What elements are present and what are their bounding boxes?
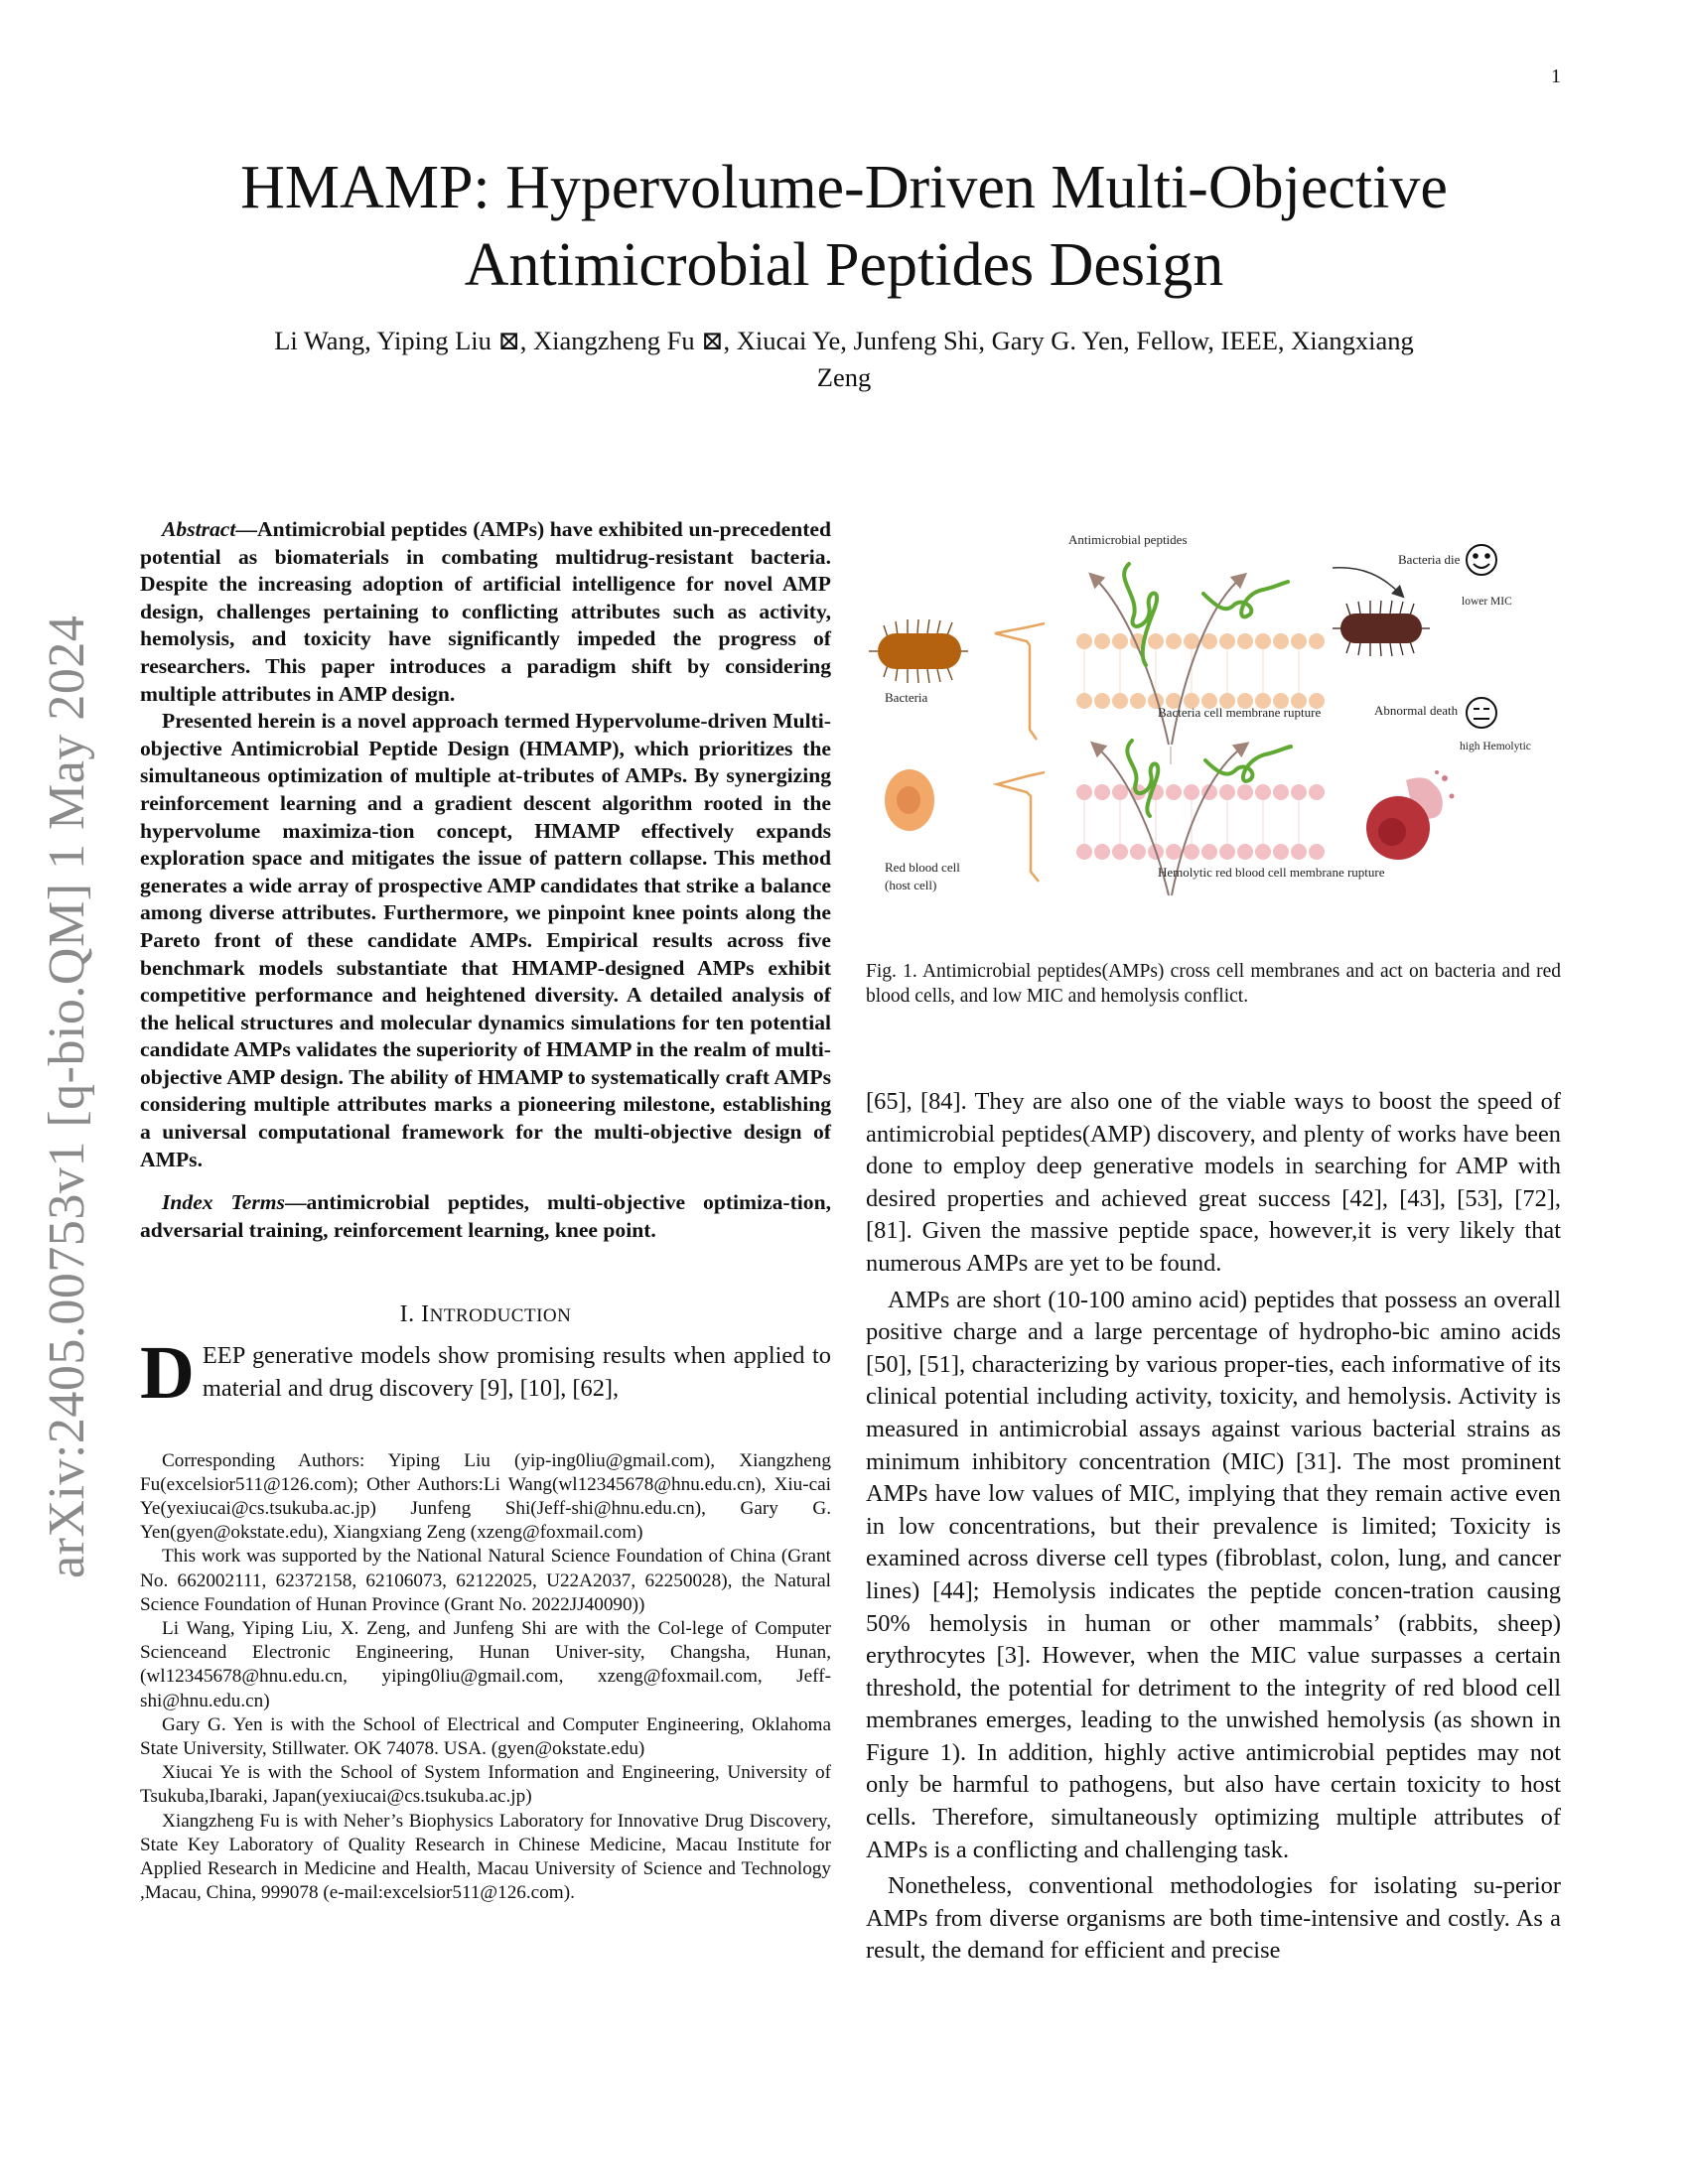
- bacterial-membrane-icon: [1076, 633, 1325, 709]
- figure-1-caption: Fig. 1. Antimicrobial peptides(AMPs) cross cell membranes and act on bacteria and red blood cells, and low MIC and hemolysis conflict.: [866, 961, 1561, 1007]
- footnote-affiliation-macau: Xiangzheng Fu is with Neher’s Biophysics Laboratory for Innovative Drug Discovery, State Key Laboratory of Quality Research in Chinese Medicine, Macau Institute for Applied Research in Medicine and Health, Macau University of Science and Technology ,Macau, China, 999078 (e-mail:excelsior511@126.com).: [140, 1810, 831, 1904]
- abstract: [140, 516, 831, 1173]
- left-column: [140, 516, 831, 1905]
- label-high-hemolytic: high Hemolytic: [1460, 741, 1531, 752]
- body-paragraph: AMPs are short (10-100 amino acid) peptides that possess an overall positive charge and a large percentage of hydropho-bic amino acids [50], [51], characterizing by various proper-ties, each informative of its clinical potential including activity, toxicity, and hemolysis. Activity is measured in antimicrobial assays against various bacterial strains as minimum inhibitory concentration (MIC) [31]. The most prominent AMPs have low values of MIC, implying that they remain active even in low concentrations, but their prevalence is limited; Toxicity is examined across diverse cell types (fibroblast, colon, lung, and cancer lines) [44]; Hemolysis indicates the peptide concen-tration causing 50% hemolysis in human or other mammals’ (rabbits, sheep) erythrocytes [3]. However, when the MIC value surpasses a certain threshold, the potential for detriment to the integrity of red blood cell membranes emerges, leading to the unwished hemolysis (as shown in Figure 1). In addition, highly active antimicrobial peptides may not only be harmful to pathogens, but also have certain toxicity to host cells. Therefore, simultaneously optimizing multiple attributes of AMPs is a conflicting and challenging task.: [866, 1286, 1561, 1863]
- label-lower-mic: lower MIC: [1462, 596, 1512, 608]
- label-rbc-membrane-rupture: Hemolytic red blood cell membrane rupture: [1158, 865, 1385, 880]
- lysed-red-blood-cell-icon: [1366, 770, 1455, 860]
- red-blood-cell-icon: [885, 769, 934, 831]
- label-bacteria-die: Bacteria die: [1398, 552, 1461, 567]
- figure-1: [866, 516, 1561, 933]
- result-arrow-icon: [1333, 568, 1400, 594]
- footnotes: [140, 1449, 831, 1906]
- label-bacteria-membrane-rupture: Bacteria cell membrane rupture: [1158, 705, 1322, 720]
- right-column: [866, 516, 1561, 1968]
- label-abnormal-death: Abnormal death: [1374, 703, 1459, 718]
- abstract-paragraph-1: Abstract—Antimicrobial peptides (AMPs) have exhibited un-precedented potential as biomaterials in combating multidrug-resistant bacteria. Despite the increasing adoption of artificial intelligence for novel AMP design, challenges pertaining to conflicting attributes such as activity, hemolysis, and toxicity have significantly impeded the progress of researchers. This paper introduces a paradigm shift by considering multiple attributes in AMP design.: [140, 517, 831, 706]
- abstract-label: Abstract: [162, 517, 236, 541]
- section-heading-introduction: I. INTRODUCTION: [399, 1301, 572, 1328]
- authors-line-2: Zeng: [816, 362, 872, 392]
- neutral-face-icon: [1467, 698, 1496, 728]
- index-terms: Index Terms—antimicrobial peptides, multi-objective optimiza-tion, adversarial training, reinforcement learning, knee point.: [140, 1190, 831, 1242]
- rbc-membrane-icon: [1076, 784, 1325, 860]
- footnote-funding: This work was supported by the National Natural Science Foundation of China (Grant No. 662002111, 62372158, 62106073, 62122025, U22A2037, 62250028), the Natural Science Foundation of Hunan Province (Grant No. 2022JJ40090)): [140, 1546, 831, 1615]
- page-number: 1: [1551, 66, 1561, 87]
- title-line-2: Antimicrobial Peptides Design: [464, 231, 1224, 299]
- zoom-bracket-icon: [995, 623, 1045, 740]
- label-bacteria: Bacteria: [885, 690, 928, 705]
- dead-bacteria-icon: [1333, 601, 1430, 656]
- arxiv-identifier-stamp: arXiv:2405.00753v1 [q-bio.QM] 1 May 2024: [39, 614, 95, 1578]
- peptide-helix-icon: [1127, 741, 1158, 816]
- abstract-paragraph-2: Presented herein is a novel approach termed Hypervolume-driven Multi-objective Antimicrobial Peptide Design (HMAMP), which prioritizes the simultaneous optimization of multiple at-tributes of AMPs. By synergizing reinforcement learning and a gradient descent algorithm rooted in the hypervolume maximiza-tion concept, HMAMP effectively expands exploration space and mitigates the issue of pattern collapse. This method generates a wide array of prospective AMP candidates that strike a balance among diverse attributes. Furthermore, we pinpoint knee points along the Pareto front of these candidate AMPs. Empirical results across five benchmark models substantiate that HMAMP-designed AMPs exhibit competitive performance and heightened diversity. A detailed analysis of the helical structures and molecular dynamics simulations for ten potential candidate AMPs validates the superiority of HMAMP in the realm of multi-objective AMP design. The ability of HMAMP to systematically craft AMPs considering multiple attributes marks a pioneering milestone, establishing a universal computational framework for the multi-objective design of AMPs.: [140, 709, 831, 1171]
- author-list: [139, 323, 1549, 396]
- footnote-corresponding-authors: Corresponding Authors: Yiping Liu (yip-ing0liu@gmail.com), Xiangzheng Fu(excelsior511@126.com); Other Authors:Li Wang(wl12345678@hnu.edu.cn), Xiu-cai Ye(yexiucai@cs.tsukuba.ac.jp) Junfeng Shi(Jeff-shi@hnu.edu.cn), Gary G. Yen(gyen@okstate.edu), Xiangxiang Zeng (xzeng@foxmail.com): [140, 1449, 831, 1544]
- label-host-cell: (host cell): [885, 878, 937, 892]
- label-antimicrobial-peptides: Antimicrobial peptides: [1068, 532, 1188, 547]
- bacteria-icon: [869, 619, 968, 683]
- introduction-continued: [866, 1086, 1561, 1968]
- happy-face-icon: [1467, 545, 1496, 575]
- body-paragraph: Nonetheless, conventional methodologies for isolating su-perior AMPs from diverse organisms are both time-intensive and costly. As a result, the demand for efficient and precise: [866, 1872, 1561, 1965]
- body-paragraph: [65], [84]. They are also one of the viable ways to boost the speed of antimicrobial peptides(AMP) discovery, and plenty of works have been done to employ deep generative models in searching for AMP with desired properties and achieved great success [42], [43], [53], [72], [81]. Given the massive peptide space, however,it is very likely that numerous AMPs are yet to be found.: [866, 1088, 1561, 1277]
- authors-line-1: Li Wang, Yiping Liu ⊠, Xiangzheng Fu ⊠, Xiucai Ye, Junfeng Shi, Gary G. Yen, Fellow, IEEE, Xiangxiang: [274, 326, 1414, 355]
- introduction-first-paragraph: DEEP generative models show promising results when applied to material and drug discovery [9], [10], [62],: [140, 1331, 831, 1416]
- peptide-helix-icon: [1203, 582, 1288, 616]
- footnote-affiliation-okstate: Gary G. Yen is with the School of Electrical and Computer Engineering, Oklahoma State University, Stillwater. OK 74078. USA. (gyen@okstate.edu): [140, 1713, 831, 1760]
- footnote-affiliation-tsukuba: Xiucai Ye is with the School of System Information and Engineering, University of Tsukuba,Ibaraki, Japan(yexiucai@cs.tsukuba.ac.jp): [140, 1762, 831, 1808]
- index-terms-label: Index Terms: [162, 1190, 285, 1215]
- drop-cap: D: [140, 1331, 195, 1416]
- footnote-affiliation-hnu: Li Wang, Yiping Liu, X. Zeng, and Junfeng Shi are with the Col-lege of Computer Scienceand Electronic Engineering, Hunan Univer-sity, Changsha, Hunan, (wl12345678@hnu.edu.cn, yiping0liu@gmail.com, xzeng@foxmail.com, Jeff-shi@hnu.edu.cn): [140, 1618, 831, 1711]
- peptide-helix-icon: [1124, 564, 1157, 665]
- label-red-blood-cell: Red blood cell: [885, 860, 960, 875]
- peptide-helix-icon: [1205, 747, 1291, 781]
- title-line-1: HMAMP: Hypervolume-Driven Multi-Objective: [240, 154, 1448, 221]
- zoom-bracket-icon: [997, 772, 1045, 882]
- paper-title: [99, 149, 1589, 304]
